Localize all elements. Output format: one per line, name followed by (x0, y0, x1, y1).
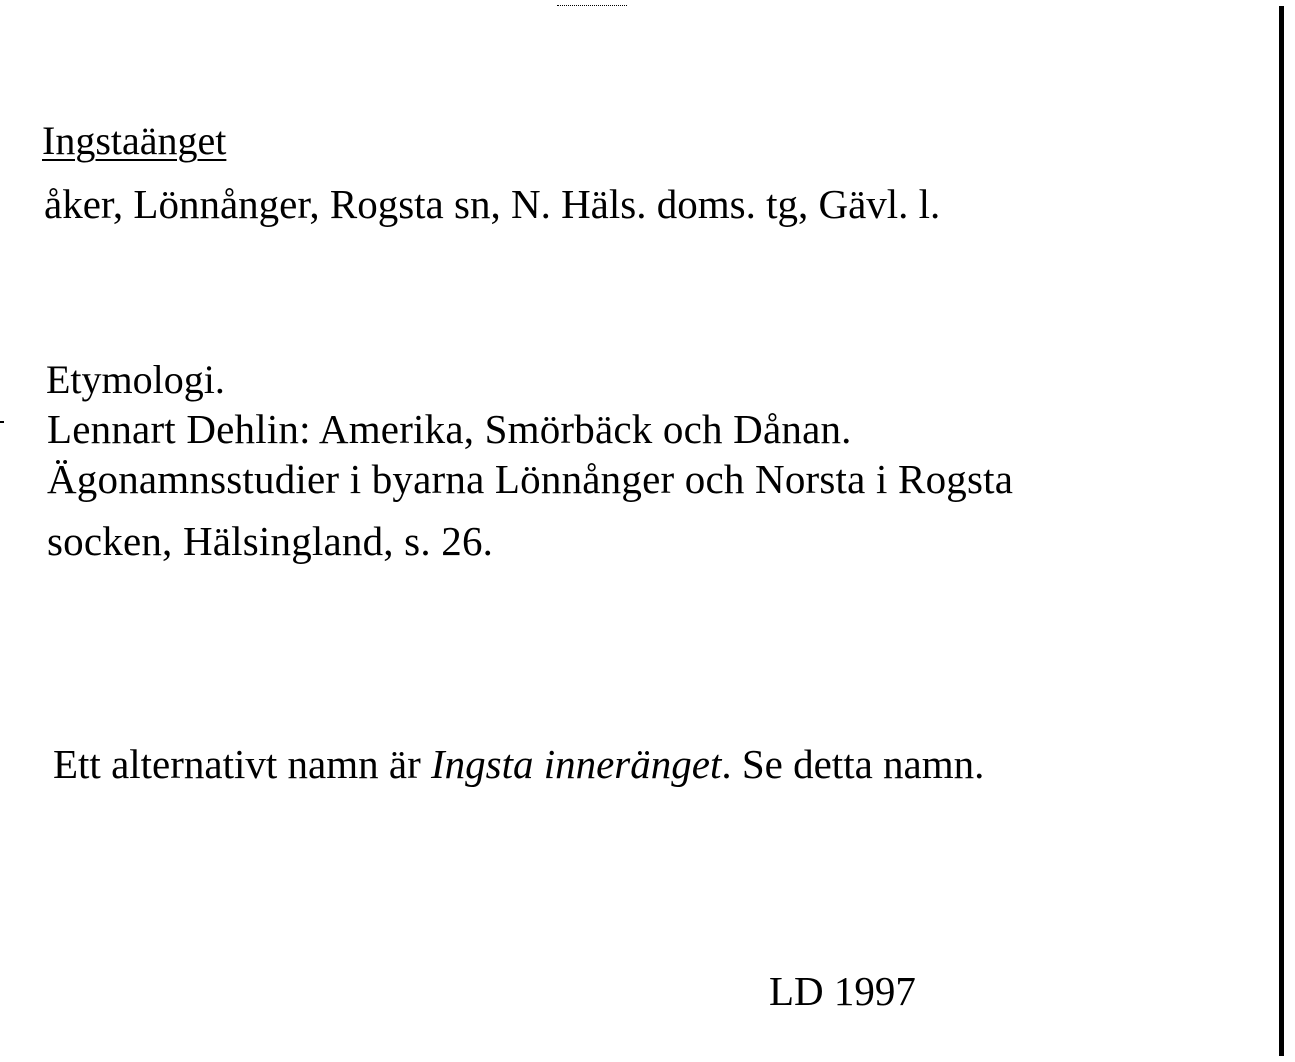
alternative-note-prefix: Ett alternativt namn är (53, 741, 431, 787)
author-signature: LD 1997 (769, 968, 916, 1014)
scan-mark (0, 421, 4, 423)
etymology-heading: Etymologi. (46, 357, 225, 402)
card-edge-line (1279, 6, 1284, 1056)
etymology-reference-line: Ägonamnsstudier i byarna Lönnånger och Norsta i Rogsta (47, 456, 1014, 502)
locality-description: åker, Lönnånger, Rogsta sn, N. Häls. doms. tg, Gävl. l. (44, 181, 941, 227)
alternative-note-suffix: . Se detta namn. (721, 741, 985, 787)
alternative-name: Ingsta inneränget (430, 741, 722, 787)
etymology-reference-line: socken, Hälsingland, s. 26. (47, 518, 494, 564)
headword: Ingstaänget (42, 118, 227, 163)
alternative-name-note (53, 740, 984, 789)
scan-mark (557, 5, 627, 6)
etymology-reference-line: Lennart Dehlin: Amerika, Smörbäck och Dånan. (47, 406, 852, 452)
